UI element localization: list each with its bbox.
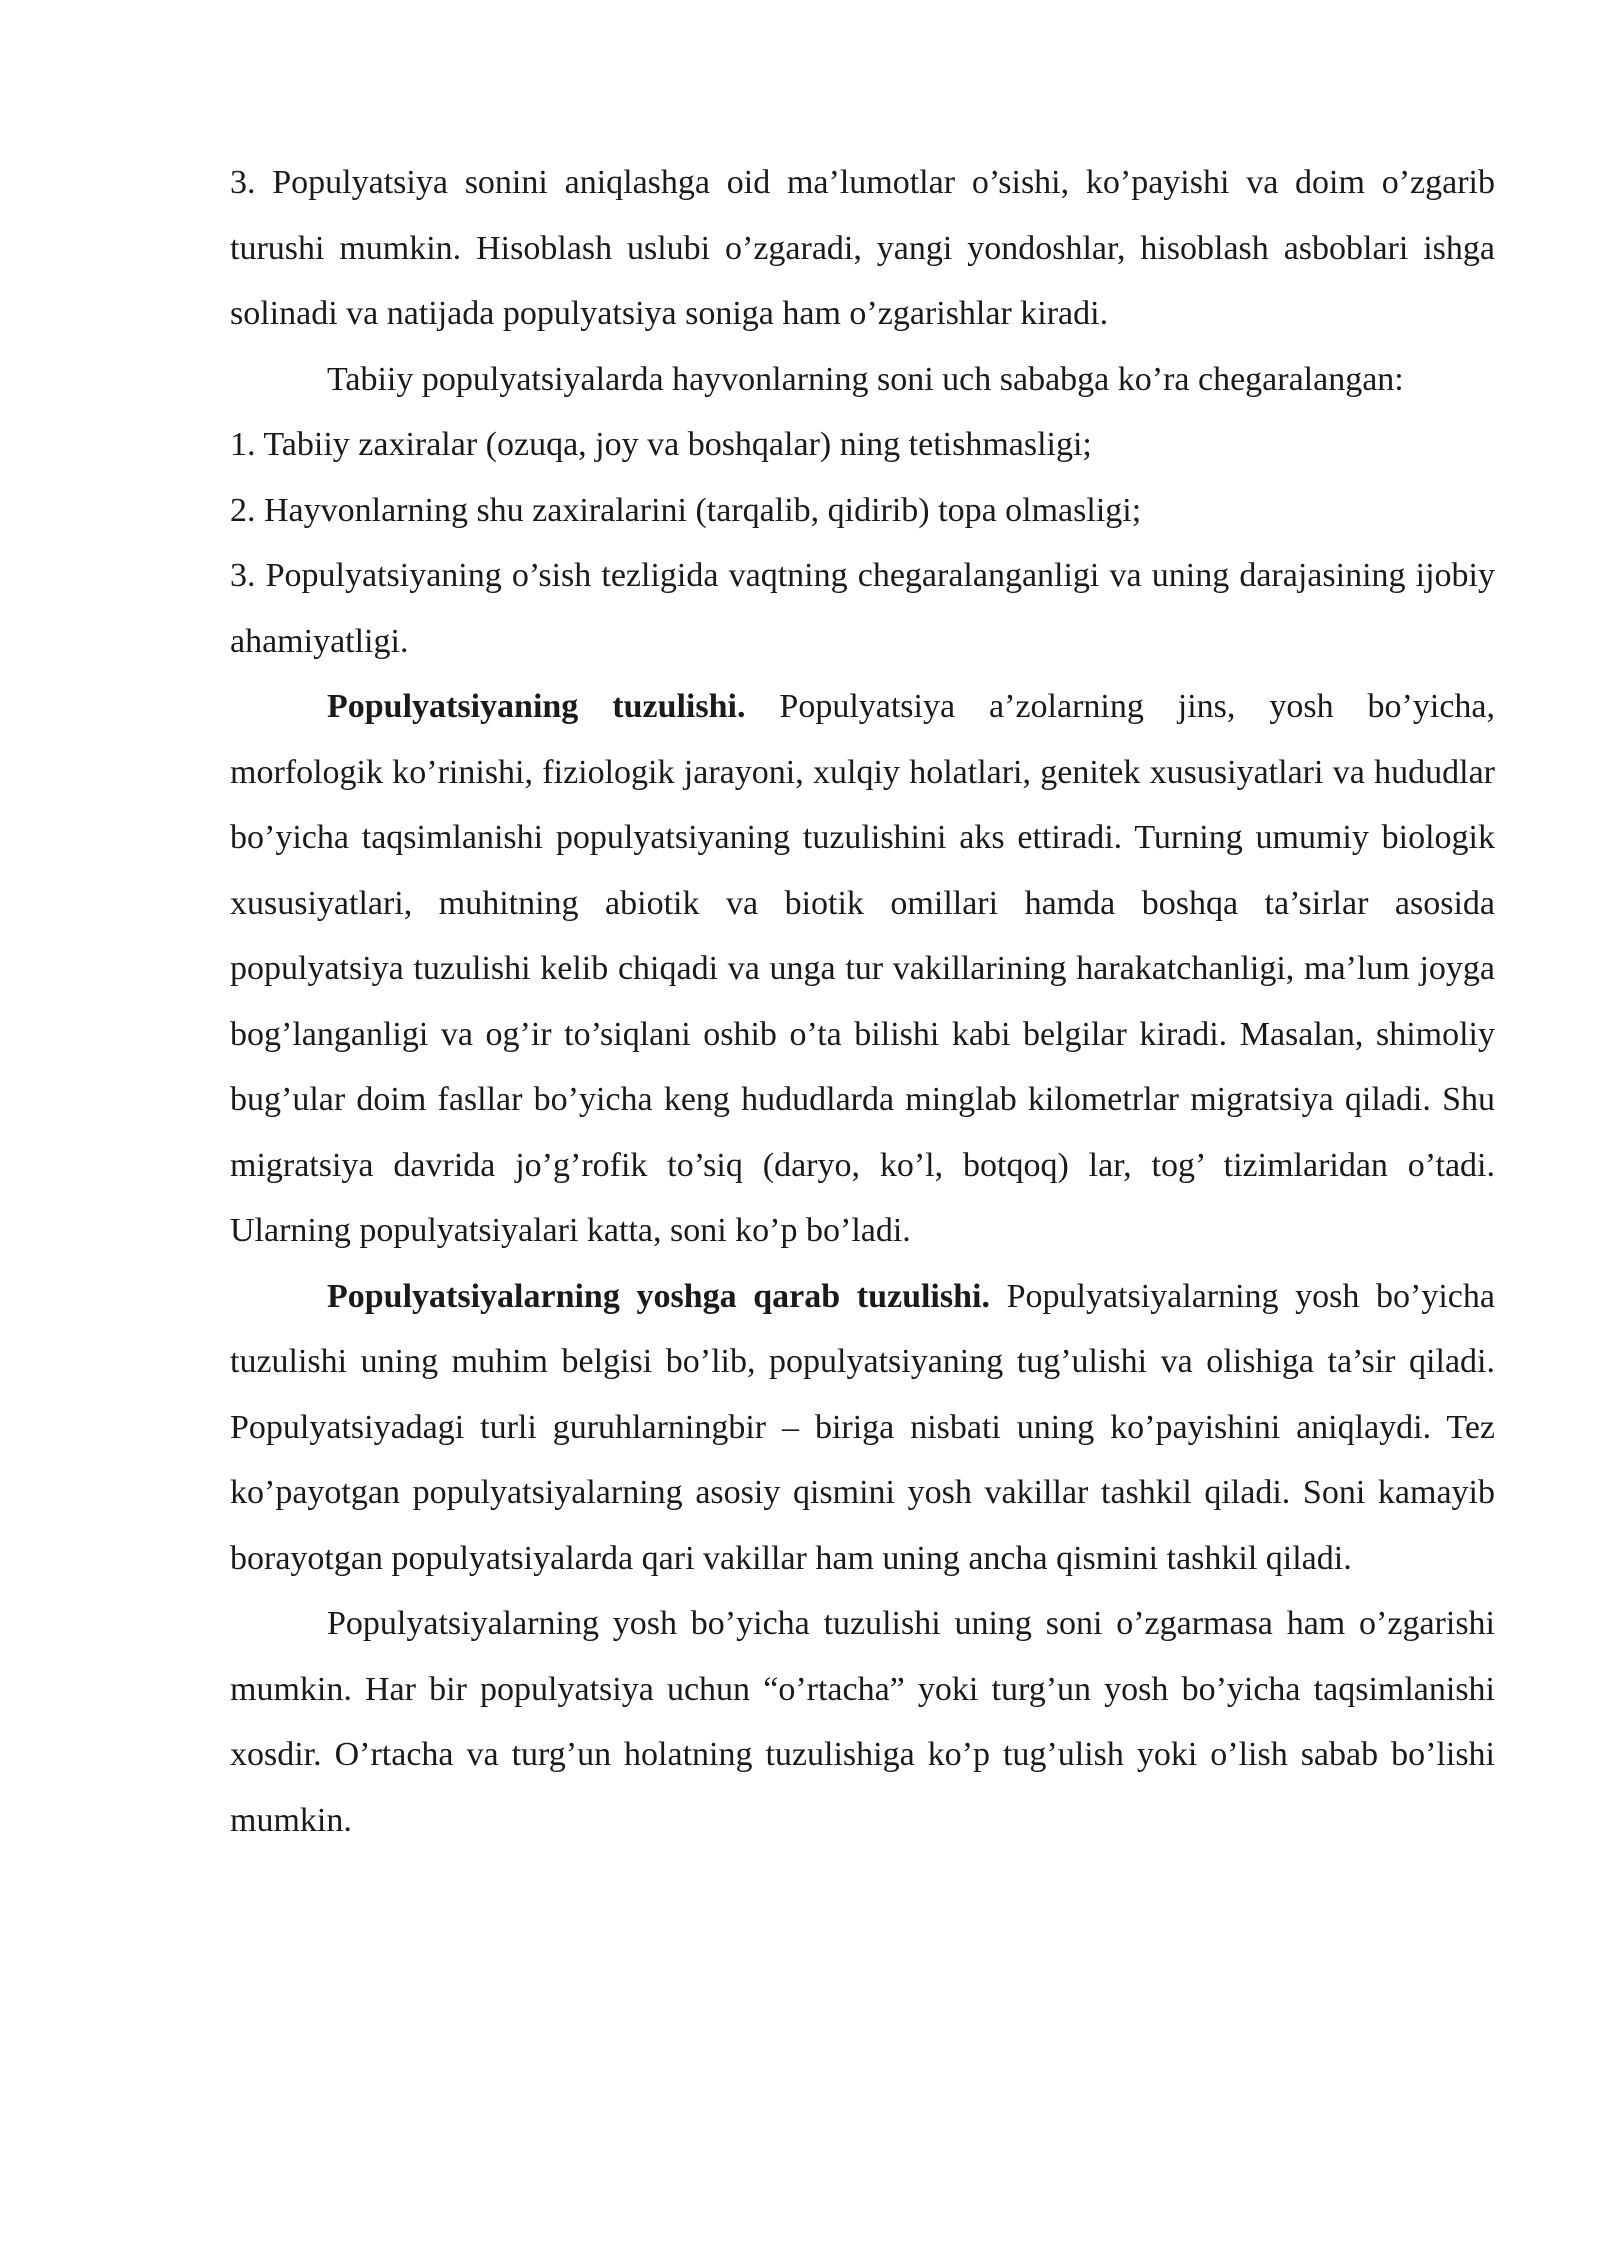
paragraph-age-structure-change: Populyatsiyalarning yosh bo’yicha tuzulishi uning soni o’zgarmasa ham o’zgarishi mumkin. Har bir populyatsiya uchun “o’rtacha” yoki turg’un yosh bo’yicha taqsimlanishi xosdir. O’rtacha va turg’un holatning tuzulishiga ko’p tug’ulish yoki o’lish sabab bo’lishi mumkin.: [230, 1605, 1495, 1839]
paragraph-body: Populyatsiyalarning yosh bo’yicha tuzulishi uning muhim belgisi bo’lib, populyatsiyaning tug’ulishi va olishiga ta’sir qiladi. Populyatsiyadagi turli guruhlarningbir – biriga nisbati uning ko’payishini aniqlaydi. Tez ko’payotgan populyatsiyalarning asosiy qismini yosh vakillar tashkil qiladi. Soni kamayib borayotgan populyatsiyalarda qari vakillar ham uning ancha qismini tashkil qiladi.: [230, 1277, 1495, 1577]
paragraph-population-count-change: 3. Populyatsiya sonini aniqlashga oid ma’lumotlar o’sishi, ko’payishi va doim o’zgarib turushi mumkin. Hisoblash uslubi o’zgaradi, yangi yondoshlar, hisoblash asboblari ishga solinadi va natijada populyatsiya soniga ham o’zgarishlar kiradi.: [230, 164, 1495, 332]
list-item-growth-rate: 3. Populyatsiyaning o’sish tezligida vaqtning chegaralanganligi va uning darajasining ijobiy ahamiyatligi.: [230, 557, 1495, 660]
paragraph-body: Populyatsiya a’zolarning jins, yosh bo’yicha, morfologik ko’rinishi, fiziologik jarayoni, xulqiy holatlari, genitek xususiyatlari va hududlar bo’yicha taqsimlanishi populyatsiyaning tuzulishini aks ettiradi. Turning umumiy biologik xususiyatlari, muhitning abiotik va biotik omillari hamda boshqa ta’sirlar asosida populyatsiya tuzulishi kelib chiqadi va unga tur vakillarining harakatchanligi, ma’lum joyga bog’langanligi va og’ir to’siqlani oshib o’ta bilishi kabi belgilar kiradi. Masalan, shimoliy bug’ular doim fasllar bo’yicha keng hududlarda minglab kilometrlar migratsiya qiladi. Shu migratsiya davrida jo’g’rofik to’siq (daryo, ko’l, botqoq) lar, tog’ tizimlaridan o’tadi. Ularning populyatsiyalari katta, soni ko’p bo’ladi.: [230, 688, 1495, 1249]
paragraph-age-structure: [230, 1264, 1495, 1592]
list-item-finding-reserves: 2. Hayvonlarning shu zaxiralarini (tarqalib, qidirib) topa olmasligi;: [230, 491, 1142, 529]
paragraph-population-structure: [230, 674, 1495, 1264]
document-page: [230, 150, 1495, 1853]
section-heading-population-structure: Populyatsiyaning tuzulishi.: [327, 688, 746, 725]
list-item-natural-reserves: 1. Tabiiy zaxiralar (ozuqa, joy va boshqalar) ning tetishmasligi;: [230, 426, 1092, 463]
section-heading-age-structure: Populyatsiyalarning yoshga qarab tuzulishi.: [327, 1277, 990, 1315]
paragraph-natural-limits-intro: Tabiiy populyatsiyalarda hayvonlarning soni uch sababga ko’ra chegaralangan:: [327, 360, 1404, 398]
